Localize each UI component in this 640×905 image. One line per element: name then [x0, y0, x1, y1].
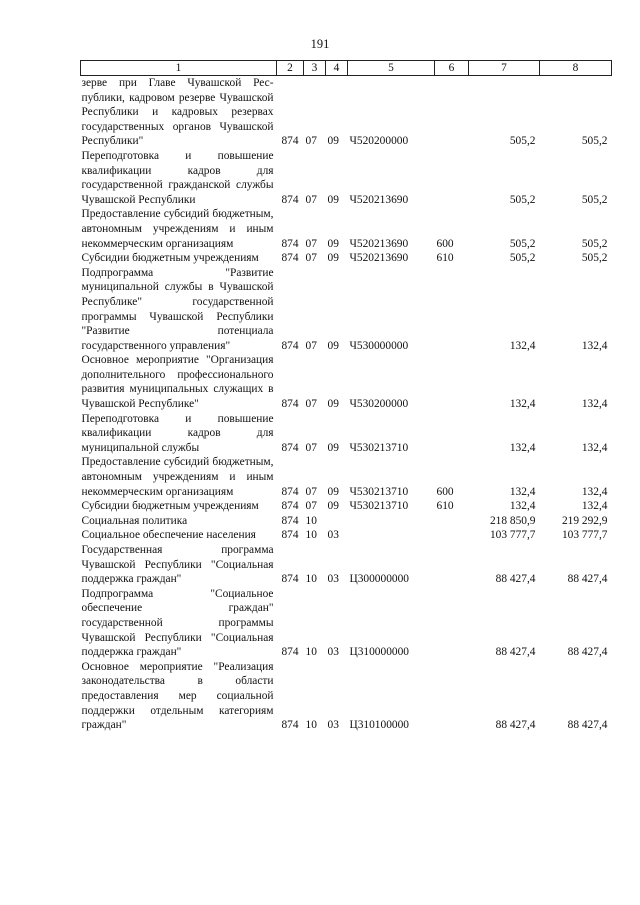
row-name: Социальная политика: [81, 514, 188, 527]
row-name: Государственная программа Чувашской Республики "Социальная поддержка граждан": [81, 544, 274, 586]
row-subsection: 09: [327, 135, 339, 148]
row-subsection: 09: [327, 252, 339, 265]
row-ministry-code: 874: [281, 646, 299, 659]
row-subsection: 09: [327, 237, 339, 250]
row-subsection: [326, 514, 348, 529]
row-subsection: 09: [327, 193, 339, 206]
row-ministry-code: 874: [281, 500, 299, 513]
row-section: 07: [305, 193, 317, 206]
row-expense-type: [435, 528, 469, 543]
row-amount-col7: 132,4: [509, 339, 536, 352]
row-target-article: Ч530213710: [349, 441, 409, 454]
table-row: [81, 353, 612, 411]
header-col-8: 8: [540, 61, 612, 76]
table-body: [81, 76, 612, 733]
row-amount-col7: 132,4: [509, 441, 536, 454]
page-number: 191: [310, 37, 330, 51]
row-amount-col7: 218 850,9: [489, 514, 536, 527]
row-ministry-code: 874: [281, 135, 299, 148]
table-row: [81, 499, 612, 514]
header-col-6: 6: [435, 61, 469, 76]
row-section: 07: [305, 252, 317, 265]
row-expense-type: [435, 412, 469, 456]
row-subsection: 09: [327, 398, 339, 411]
table-header: [81, 61, 612, 76]
row-section: 07: [305, 339, 317, 352]
row-target-article: [348, 514, 435, 529]
row-name: Переподготовка и повышение квалификации кадров для муниципальной службы: [81, 412, 274, 454]
row-amount-col7: 505,2: [509, 252, 536, 265]
table-row: [81, 543, 612, 587]
row-subsection: 09: [327, 500, 339, 513]
table-row: [81, 207, 612, 251]
row-amount-col8: 88 427,4: [567, 646, 608, 659]
row-expense-type: [435, 76, 469, 149]
row-name: Основное мероприятие "Организация дополнительного профессионального развития муниципальных служащих в Чувашской Республике": [81, 354, 274, 411]
row-target-article: Ч530200000: [349, 398, 409, 411]
row-amount-col8: 132,4: [581, 339, 608, 352]
row-target-article: Ч530213710: [349, 485, 409, 498]
row-amount-col7: 505,2: [509, 237, 536, 250]
table-row: [81, 455, 612, 499]
row-section: 07: [305, 237, 317, 250]
row-name: зерве при Главе Чувашской Рес-публики, кадровом резерве Чувашской Республики и кадровых резервах государственных органов Чувашской Республики": [81, 77, 274, 148]
row-ministry-code: 874: [281, 573, 299, 586]
table-row: [81, 528, 612, 543]
row-section: 10: [305, 646, 317, 659]
row-ministry-code: 874: [281, 339, 299, 352]
row-name: Переподготовка и повышение квалификации кадров для государственной гражданской службы Чувашской Республики: [81, 149, 274, 206]
row-subsection: 03: [327, 573, 339, 586]
row-ministry-code: 874: [281, 485, 299, 498]
header-col-5: 5: [348, 61, 435, 76]
row-section: 07: [305, 398, 317, 411]
row-target-article: Ч530000000: [349, 339, 409, 352]
row-target-article: Ч520200000: [349, 135, 409, 148]
row-ministry-code: 874: [281, 441, 299, 454]
row-expense-type: [435, 149, 469, 207]
row-section: 10: [305, 529, 317, 542]
row-ministry-code: 874: [281, 252, 299, 265]
row-target-article: Ц310100000: [349, 719, 409, 732]
header-col-3: 3: [304, 61, 326, 76]
row-subsection: 03: [327, 719, 339, 732]
row-target-article: Ч520213690: [349, 193, 409, 206]
row-name: Субсидии бюджетным учреждениям: [81, 252, 259, 265]
row-section: 07: [305, 500, 317, 513]
row-ministry-code: 874: [281, 237, 299, 250]
row-expense-type: 610: [436, 500, 454, 513]
row-amount-col8: 132,4: [581, 441, 608, 454]
row-amount-col8: 103 777,7: [561, 529, 608, 542]
row-amount-col7: 103 777,7: [489, 529, 536, 542]
row-amount-col8: 505,2: [581, 135, 608, 148]
row-amount-col8: 132,4: [581, 485, 608, 498]
row-target-article: Ч520213690: [349, 252, 409, 265]
row-amount-col7: 132,4: [509, 485, 536, 498]
row-expense-type: [435, 353, 469, 411]
row-amount-col8: 505,2: [581, 237, 608, 250]
table-row: [81, 251, 612, 266]
row-target-article: Ч530213710: [349, 500, 409, 513]
row-amount-col8: 505,2: [581, 252, 608, 265]
row-amount-col8: 132,4: [581, 500, 608, 513]
row-expense-type: [435, 660, 469, 733]
row-expense-type: 600: [436, 485, 454, 498]
row-amount-col8: 505,2: [581, 193, 608, 206]
row-section: 10: [305, 514, 317, 527]
row-expense-type: [435, 514, 469, 529]
row-expense-type: [435, 266, 469, 354]
row-amount-col7: 88 427,4: [495, 573, 536, 586]
row-name: Предоставление субсидий бюджетным, автономным учреждениям и иным некоммерческим организациям: [81, 208, 274, 250]
row-target-article: Ц310000000: [349, 646, 409, 659]
row-subsection: 09: [327, 441, 339, 454]
row-amount-col8: 132,4: [581, 398, 608, 411]
row-section: 07: [305, 441, 317, 454]
table-row: [81, 587, 612, 660]
row-name: Подпрограмма "Развитие муниципальной службы в Чувашской Республике" государственной программы Чувашской Республики "Развитие потенциала государственного управления": [81, 266, 274, 352]
row-amount-col8: 219 292,9: [561, 514, 608, 527]
row-amount-col7: 132,4: [509, 398, 536, 411]
table-row: [81, 660, 612, 733]
row-section: 07: [305, 485, 317, 498]
row-target-article: Ц300000000: [349, 573, 409, 586]
row-target-article: [348, 528, 435, 543]
row-amount-col7: 505,2: [509, 135, 536, 148]
row-ministry-code: 874: [281, 398, 299, 411]
row-amount-col8: 88 427,4: [567, 719, 608, 732]
row-subsection: 03: [327, 529, 339, 542]
row-amount-col7: 88 427,4: [495, 646, 536, 659]
row-expense-type: 610: [436, 252, 454, 265]
row-ministry-code: 874: [281, 719, 299, 732]
row-ministry-code: 874: [281, 529, 299, 542]
row-section: 07: [305, 135, 317, 148]
row-subsection: 09: [327, 485, 339, 498]
row-ministry-code: 874: [281, 193, 299, 206]
row-name: Предоставление субсидий бюджетным, автономным учреждениям и иным некоммерческим организациям: [81, 456, 274, 498]
budget-table: [80, 60, 612, 733]
row-expense-type: [435, 587, 469, 660]
header-col-4: 4: [326, 61, 348, 76]
row-amount-col8: 88 427,4: [567, 573, 608, 586]
row-amount-col7: 132,4: [509, 500, 536, 513]
row-expense-type: [435, 543, 469, 587]
row-amount-col7: 88 427,4: [495, 719, 536, 732]
row-subsection: 03: [327, 646, 339, 659]
table-row: [81, 412, 612, 456]
row-name: Социальное обеспечение населения: [81, 529, 256, 542]
row-name: Подпрограмма "Социальное обеспечение граждан" государственной программы Чувашской Республики "Социальная поддержка граждан": [81, 587, 274, 659]
table-row: [81, 149, 612, 207]
header-col-7: 7: [469, 61, 540, 76]
row-section: 10: [305, 573, 317, 586]
header-col-2: 2: [277, 61, 304, 76]
table-row: [81, 76, 612, 149]
table-row: [81, 266, 612, 354]
row-name: Основное мероприятие "Реализация законодательства в области предоставления мер социальной поддержки отдельным категориям граждан": [81, 660, 274, 732]
row-subsection: 09: [327, 339, 339, 352]
row-amount-col7: 505,2: [509, 193, 536, 206]
row-target-article: Ч520213690: [349, 237, 409, 250]
row-expense-type: 600: [436, 237, 454, 250]
row-section: 10: [305, 719, 317, 732]
header-col-1: 1: [81, 61, 277, 76]
header-row: [81, 61, 612, 76]
table-row: [81, 514, 612, 529]
row-ministry-code: 874: [281, 514, 299, 527]
row-name: Субсидии бюджетным учреждениям: [81, 500, 259, 513]
